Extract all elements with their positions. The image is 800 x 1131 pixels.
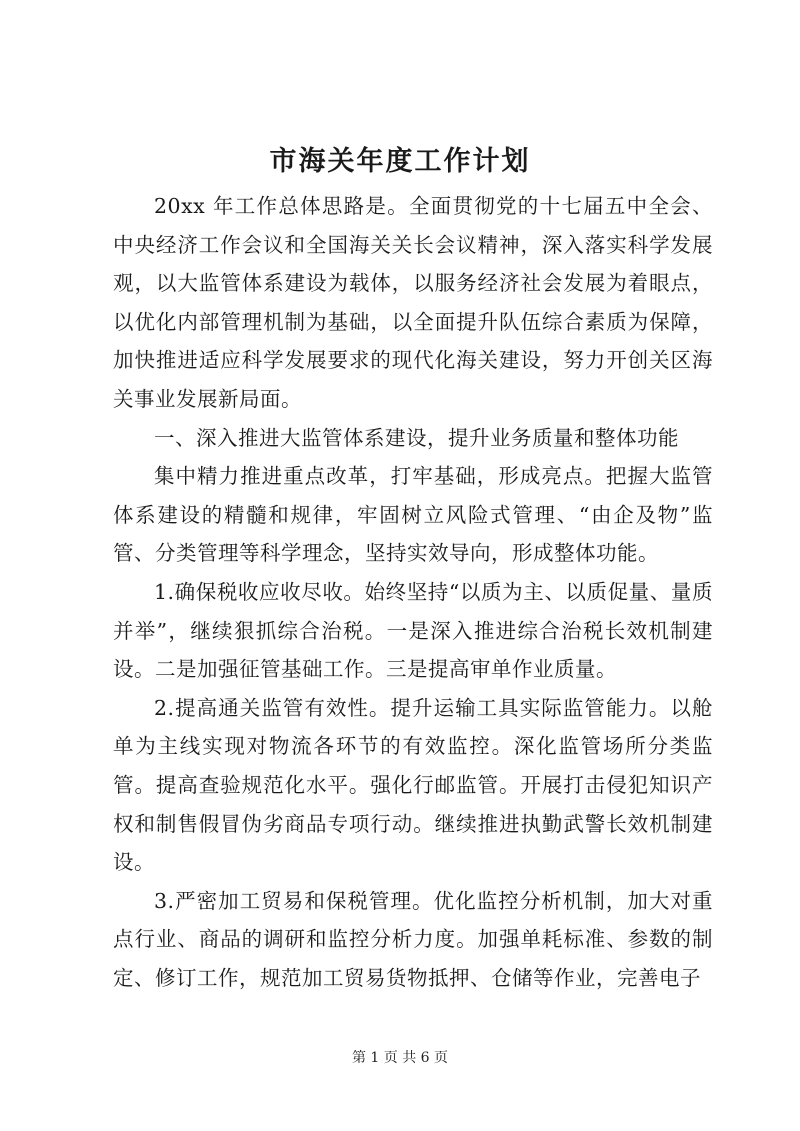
paragraph-item-3: 3.严密加工贸易和保税管理。优化监控分析机制，加大对重点行业、商品的调研和监控分析力度。加强单耗标准、参数的制定、修订工作，规范加工贸易货物抵押、仓储等作业，完善电子: [113, 888, 713, 990]
document-title: 市海关年度工作计划: [269, 146, 531, 177]
paragraph-item-1: 1.确保税收应收尽收。始终坚持“以质为主、以质促量、量质并举”，继续狠抓综合治税。一是深入推进综合治税长效机制建设。二是加强征管基础工作。三是提高审单作业质量。: [113, 579, 713, 682]
paragraph-item-2: 2.提高通关监管有效性。提升运输工具实际监管能力。以舱单为主线实现对物流各环节的有效监控。深化监管场所分类监管。提高查验规范化水平。强化行邮监管。开展打击侵犯知识产权和制售假冒伪劣商品专项行动。继续推进执勤武警长效机制建设。: [113, 695, 713, 875]
paragraph-section-intro: 集中精力推进重点改革，打牢基础，形成亮点。把握大监管体系建设的精髓和规律，牢固树立风险式管理、“由企及物”监管、分类管理等科学理念，坚持实效导向，形成整体功能。: [113, 464, 713, 566]
document-body: [113, 187, 713, 997]
section-heading-1: 一、深入推进大监管体系建设，提升业务质量和整体功能: [154, 425, 679, 450]
paragraph-overview: 20xx 年工作总体思路是。全面贯彻党的十七届五中全会、中央经济工作会议和全国海关关长会议精神，深入落实科学发展观，以大监管体系建设为载体，以服务经济社会发展为着眼点，以优化内部管理机制为基础，以全面提升队伍综合素质为保障，加快推进适应科学发展要求的现代化海关建设，努力开创关区海关事业发展新局面。: [113, 194, 713, 411]
page-footer: [0, 1048, 800, 1068]
page-number: 第 1 页 共 6 页: [351, 1050, 449, 1066]
